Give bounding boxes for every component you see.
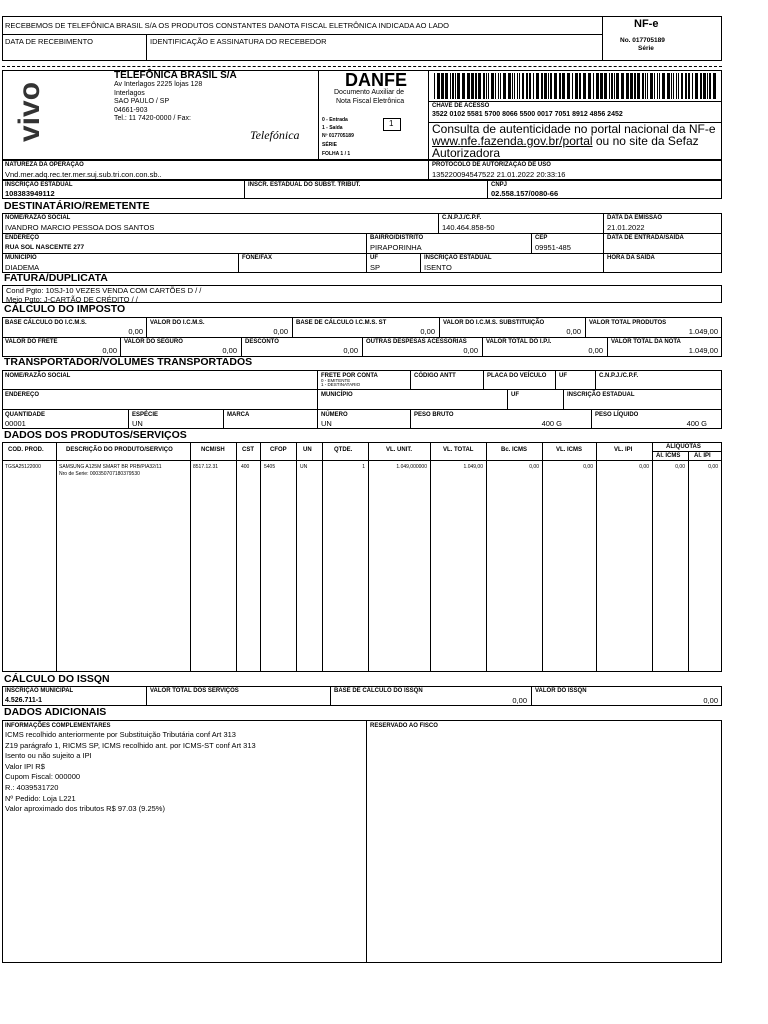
desconto: 0,00 xyxy=(343,346,358,355)
row-cst: 400 xyxy=(241,464,250,470)
outras: 0,00 xyxy=(463,346,478,355)
col-un: UN xyxy=(303,447,312,453)
danfe-title: DANFE xyxy=(345,70,407,90)
imposto-title: CÁLCULO DO IMPOSTO xyxy=(4,303,126,315)
col-cfop: CFOP xyxy=(270,447,287,453)
transp-marca-label: MARCA xyxy=(227,412,250,418)
chave-label: CHAVE DE ACESSO xyxy=(432,103,490,109)
danfe-entrada: 0 - Entrada xyxy=(322,117,348,123)
issqn-bc-label: BASE DE CÁLCULO DO ISSQN xyxy=(334,688,423,694)
transp-liquido-label: PESO LÍQUIDO xyxy=(595,412,639,418)
danfe-tipo: 1 xyxy=(389,119,394,128)
row-aicms: 0,00 xyxy=(675,464,685,470)
v-st-label: VALOR DO I.C.M.S. SUBSTITUIÇÃO xyxy=(443,320,545,326)
row-cfop: 5405 xyxy=(264,464,276,470)
barcode xyxy=(434,73,718,99)
transp-frete-opt2: 1 - DESTINATARIO xyxy=(321,382,361,387)
emitente-name: TELEFÔNICA BRASIL S/A xyxy=(114,70,237,81)
row-desc: SAMSUNG A125M SMART BR PRB/PIA32/11 xyxy=(59,464,162,470)
transp-numero: UN xyxy=(321,419,332,428)
transp-nome-label: NOME/RAZÃO SOCIAL xyxy=(5,373,71,379)
col-aicms: Al. ICMS xyxy=(656,453,681,459)
dest-cnpj: 140.464.858-50 xyxy=(442,223,495,232)
dest-ie-label: INSCRIÇÃO ESTADUAL xyxy=(424,255,492,261)
emitente-address: Av Interlagos 2225 lojas 128 Interlagos SAO PAULO / SP 04661-903 Tel.: 11 7420-0000 / Fax: xyxy=(114,81,203,122)
bc-icms: 0,00 xyxy=(128,327,143,336)
adicionais-title: DADOS ADICIONAIS xyxy=(4,706,107,718)
dest-emissao-label: DATA DA EMISSÃO xyxy=(607,215,662,221)
desconto-label: DESCONTO xyxy=(245,339,279,345)
v-prod: 1.049,00 xyxy=(688,327,718,336)
consulta-link[interactable]: www.nfe.fazenda.gov.br/portal xyxy=(432,134,593,148)
identificacao-label: IDENTIFICAÇÃO E ASSINATURA DO RECEBEDOR xyxy=(150,37,327,46)
col-aliquotas: ALÍQUOTAS xyxy=(666,444,701,450)
transp-qtd-label: QUANTIDADE xyxy=(5,412,45,418)
frete-label: VALOR DO FRETE xyxy=(5,339,58,345)
row-vunit: 1.049,000000 xyxy=(396,464,427,470)
nota: 1.049,00 xyxy=(688,346,718,355)
col-vipi: VL. IPI xyxy=(614,447,633,453)
row-ncm: 8517.12.31 xyxy=(193,464,219,470)
ie-box xyxy=(2,180,722,199)
dest-municipio: DIADEMA xyxy=(5,263,40,272)
v-st: 0,00 xyxy=(566,327,581,336)
transp-municipio-label: MUNICÍPIO xyxy=(321,392,353,398)
dest-uf-label: UF xyxy=(370,255,378,261)
fatura-line1: Cond Pgto: 10SJ-10 VEZES VENDA COM CARTÕES D / / xyxy=(6,286,202,295)
nfe-label: NF-e xyxy=(634,18,659,30)
danfe-subtitle1: Documento Auxiliar de xyxy=(334,89,405,96)
dest-fone-label: FONE/FAX xyxy=(242,255,273,261)
col-ncm: NCM/SH xyxy=(201,447,225,453)
transp-frete-label: FRETE POR CONTA xyxy=(321,373,378,379)
row-un: UN xyxy=(300,464,308,470)
transp-frete-opt1: 0 - EMITENTE xyxy=(321,378,351,383)
v-icms: 0,00 xyxy=(273,327,288,336)
dest-bairro-label: BAIRRO/DISTRITO xyxy=(370,235,424,241)
issqn-v: 0,00 xyxy=(703,696,718,705)
row-desc2: Nro de Serie: 000350707180379530 xyxy=(59,471,140,477)
dest-uf: SP xyxy=(370,263,381,272)
row-vtotal: 1.049,00 xyxy=(463,464,483,470)
issqn-title: CÁLCULO DO ISSQN xyxy=(4,673,110,685)
transp-especie: UN xyxy=(132,419,143,428)
bc-icms-label: BASE CÁLCULO DO I.C.M.S. xyxy=(5,320,87,326)
transp-bruto-label: PESO BRUTO xyxy=(414,412,454,418)
info-label: INFORMAÇÕES COMPLEMENTARES xyxy=(5,723,111,729)
dest-entrada-saida-label: DATA DE ENTRADA/SAÍDA xyxy=(607,235,684,241)
canhoto-serie: Série xyxy=(638,45,654,52)
row-vipi: 0,00 xyxy=(639,464,649,470)
row-vicms: 0,00 xyxy=(583,464,593,470)
dest-cep: 09951-485 xyxy=(535,243,571,252)
seguro-label: VALOR DO SEGURO xyxy=(124,339,183,345)
col-bc: Bc. ICMS xyxy=(501,447,528,453)
transp-qtd: 00001 xyxy=(5,419,26,428)
transp-liquido: 400 G xyxy=(686,419,707,428)
row-qtde: 1 xyxy=(362,464,365,470)
dest-nome: IVANDRO MARCIO PESSOA DOS SANTOS xyxy=(5,223,155,232)
dest-ie: ISENTO xyxy=(424,263,452,272)
fisco-label: RESERVADO AO FISCO xyxy=(370,723,438,729)
outras-label: OUTRAS DESPESAS ACESSÓRIAS xyxy=(366,339,467,345)
dest-cnpj-label: C.N.P.J./C.P.F. xyxy=(442,215,482,221)
danfe-numero: Nº 017705189 xyxy=(322,133,354,139)
receipt-text: RECEBEMOS DE TELEFÔNICA BRASIL S/A OS PRODUTOS CONSTANTES DANOTA FISCAL ELETRÔNICA INDICADA AO LADO xyxy=(5,21,449,30)
consulta-text: Consulta de autenticidade no portal nacional da NF-e www.nfe.fazenda.gov.br/portal ou no site da Sefaz Autorizadora xyxy=(432,122,716,160)
transp-bruto: 400 G xyxy=(541,419,562,428)
transp-endereco-label: ENDEREÇO xyxy=(5,392,40,398)
issqn-vs-label: VALOR TOTAL DOS SERVIÇOS xyxy=(150,688,239,694)
natureza-label: NATUREZA DA OPERAÇÃO xyxy=(5,162,84,168)
destinatario-box xyxy=(2,213,722,273)
danfe-serie: SÉRIE xyxy=(322,142,338,148)
v-icms-label: VALOR DO I.C.M.S. xyxy=(150,320,205,326)
ipi-label: VALOR TOTAL DO I.P.I. xyxy=(486,339,552,345)
danfe-subtitle2: Nota Fiscal Eletrônica xyxy=(336,98,405,105)
transp-placa-label: PLACA DO VEÍCULO xyxy=(487,373,547,379)
bc-st: 0,00 xyxy=(420,327,435,336)
cut-line xyxy=(2,66,722,67)
nota-label: VALOR TOTAL DA NOTA xyxy=(611,339,681,345)
destinatario-title: DESTINATÁRIO/REMETENTE xyxy=(4,200,150,212)
transp-antt-label: CÓDIGO ANTT xyxy=(414,373,456,379)
transp-numero-label: NÚMERO xyxy=(321,412,348,418)
col-vicms: VL. ICMS xyxy=(556,447,583,453)
canhoto-numero: No. 017705189 xyxy=(620,37,665,44)
col-cod: COD. PROD. xyxy=(8,447,44,453)
dest-emissao: 21.01.2022 xyxy=(607,223,645,232)
row-cod: TGSA25122000 xyxy=(5,464,41,470)
row-bc: 0,00 xyxy=(529,464,539,470)
dest-hora-label: HORA DA SAÍDA xyxy=(607,255,655,261)
ie-st-label: INSCR. ESTADUAL DO SUBST. TRIBUT. xyxy=(248,182,361,188)
issqn-v-label: VALOR DO ISSQN xyxy=(535,688,587,694)
col-vunit: VL. UNIT. xyxy=(386,447,413,453)
seguro: 0,00 xyxy=(222,346,237,355)
dest-bairro: PIRAPORINHA xyxy=(370,243,422,252)
produtos-title: DADOS DOS PRODUTOS/SERVIÇOS xyxy=(4,429,187,441)
protocolo-label: PROTOCOLO DE AUTORIZAÇÃO DE USO xyxy=(432,162,551,168)
col-desc: DESCRIÇÃO DO PRODUTO/SERVIÇO xyxy=(66,447,173,453)
cnpj-emit-value: 02.558.157/0080-66 xyxy=(491,189,559,198)
col-aipi: Al. IPI xyxy=(694,453,711,459)
cnpj-emit-label: CNPJ xyxy=(491,182,508,188)
transp-uf2-label: UF xyxy=(511,392,519,398)
frete: 0,00 xyxy=(102,346,117,355)
ipi: 0,00 xyxy=(588,346,603,355)
data-recebimento-label: DATA DE RECEBIMENTO xyxy=(5,37,93,46)
issqn-im: 4.526.711-1 xyxy=(5,697,42,704)
transp-uf-label: UF xyxy=(559,373,567,379)
danfe-saida: 1 - Saída xyxy=(322,125,343,131)
ie-value: 108383949112 xyxy=(5,189,55,198)
dest-endereco-label: ENDEREÇO xyxy=(5,235,40,241)
dest-nome-label: NOME/RAZÃO SOCIAL xyxy=(5,215,71,221)
col-cst: CST xyxy=(242,447,254,453)
ie-label: INSCRIÇÃO ESTADUAL xyxy=(5,182,73,188)
info-lines: ICMS recolhido anteriormente por Substituição Tributária conf Art 313 Z19 parágrafo 1, RICMS SP, ICMS recolhido ant. por ICMS-ST conf Art 313 Isento ou não sujeito a IPI Valor IPI R$ Cupom Fiscal: 000000 R.: 4039531720 Nº Pedido: Loja L221 Valor aproximado dos tributos R$ 97.03 (9.25%) xyxy=(5,730,256,814)
issqn-bc: 0,00 xyxy=(512,696,527,705)
col-qtde: QTDE. xyxy=(334,447,353,453)
dest-municipio-label: MUNICÍPIO xyxy=(5,255,37,261)
vivo-logo: vivo xyxy=(13,81,46,143)
protocolo-value: 135220094547522 21.01.2022 20:33:16 xyxy=(432,170,566,179)
fatura-line2: Meio Pgto: J-CARTÃO DE CRÉDITO / / xyxy=(6,295,138,304)
transp-especie-label: ESPÉCIE xyxy=(132,412,159,418)
issqn-im-label: INSCRIÇÃO MUNICIPAL xyxy=(5,688,74,694)
dest-cep-label: CEP xyxy=(535,235,548,241)
fatura-title: FATURA/DUPLICATA xyxy=(4,272,108,284)
chave-value: 3522 0102 5581 5700 8066 5500 0017 7051 8912 4856 2452 xyxy=(432,111,623,118)
natureza-value: Vnd.mer.adq.rec.ter.mer.suj.sub.tri.con.con.sb.. xyxy=(5,170,162,179)
col-vtotal: VL. TOTAL xyxy=(443,447,474,453)
danfe-folha: FOLHA 1 / 1 xyxy=(322,151,351,157)
dest-endereco: RUA SOL NASCENTE 277 xyxy=(5,244,85,251)
transp-cnpj-label: C.N.P.J./C.P.F. xyxy=(599,373,639,379)
bc-st-label: BASE DE CÁLCULO I.C.M.S. ST xyxy=(296,320,387,326)
v-prod-label: VALOR TOTAL PRODUTOS xyxy=(589,320,667,326)
telefonica-brand: Telefónica xyxy=(250,128,300,142)
transp-ie-label: INSCRIÇÃO ESTADUAL xyxy=(567,392,635,398)
transportador-title: TRANSPORTADOR/VOLUMES TRANSPORTADOS xyxy=(4,356,253,368)
row-aipi: 0,00 xyxy=(708,464,718,470)
